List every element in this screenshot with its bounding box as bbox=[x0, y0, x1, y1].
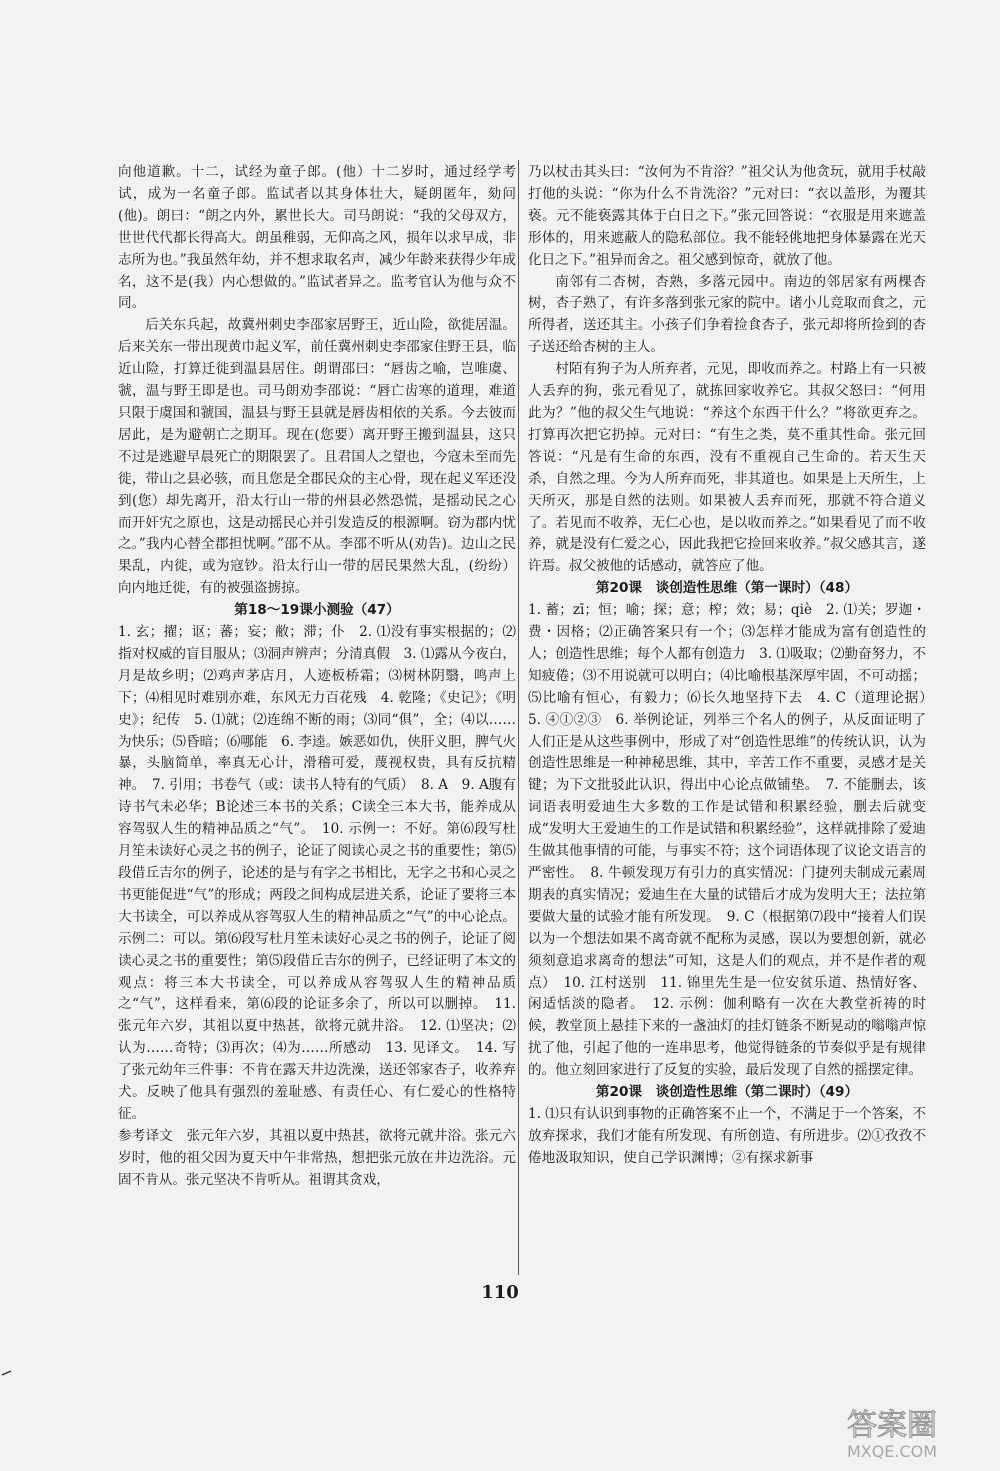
svg-text:答案圈: 答案圈 bbox=[847, 1408, 937, 1443]
column-divider bbox=[518, 160, 519, 1275]
section-heading: 第18～19课小测验（47） bbox=[234, 602, 400, 619]
answer-block: 1. 玄；擢；讴；蕃；妄；敝；滞；仆 2. ⑴没有事实根据的；⑵指对权威的盲目服从；⑶洞声辨声；分清真假 3. ⑴露从今夜白，月是故乡明；⑵鸡声茅店月，人迹板桥霜；⑶树林阴翳，鸣声上下；⑷相见时难别亦难，东风无力百花残 4. 乾隆；《史记》；《明史》；纪传 5. ⑴就；⑵连绵不断的雨；⑶同“俱”，全；⑷以……为快乐；⑸昏暗；⑹哪能 6. 李逵。嫉恶如仇，侠肝义胆，脾气火暴，头脑简单，率真无心计，滑稽可爱，蔑视权贵，具有反抗精神。 7. 引用；书卷气（或：读书人特有的气质） 8. A 9. A腹有诗书气未必华；B论述三本书的关系；C读全三本大书，能养成从容驾驭人生的精神品质之“气”。 10. 示例一：不好。第⑹段写杜月笙未读好心灵之书的例子，论证了阅读心灵之书的重要性；第⑸段借丘吉尔的例子，论述的是与有字之书相比，无字之书和心灵之书更能促进“气”的形成；两段之间构成层进关系，论证了要将三本大书读全，可以养成从容驾驭人生的精神品质之“气”的中心论点。示例二：可以。第⑹段写杜月笙未读好心灵之书的例子，论证了阅读心灵之书的重要性；第⑸段借丘吉尔的例子，已经证明了本文的观点：将三本大书读全，可以养成从容驾驭人生的精神品质之“气”，这样看来，第⑹段的论证多余了，所以可以删掉。 11. 张元年六岁，其祖以夏中热甚，欲将元就井浴。 12. ⑴坚决；⑵认为……奇特；⑶再次；⑷为……所感动 13. 见译文。 14. 写了张元幼年三件事：不肯在露天井边洗澡，送还邻家杏子，收养弃犬。反映了他具有强烈的羞耻感、有责任心、有仁爱心的性格特征。 bbox=[118, 624, 516, 1122]
answer-block: 1. ⑴只有认识到事物的正确答案不止一个，不满足于一个答案，不放弃探求，我们才能有所发现、有所创造、有所进步。⑵①孜孜不倦地汲取知识，使自己学识渊博；②有探求新事 bbox=[528, 1105, 926, 1166]
svg-text:MXQE.COM: MXQE.COM bbox=[846, 1442, 938, 1461]
watermark-logo bbox=[796, 1401, 986, 1463]
page-number: 110 bbox=[481, 1282, 519, 1303]
paragraph: 乃以杖击其头曰：“汝何为不肯浴？”祖父认为他贪玩，就用手杖敲打他的头说：“你为什么不肯洗浴？”元对曰：“衣以盖形，为覆其亵。元不能亵露其体于白日之下。”张元回答说：“衣服是用来遮盖形体的，用来遮蔽人的隐私部位。我不能轻佻地把身体暴露在光天化日之下。”祖异而舍之。祖父感到惊奇，就放了他。 bbox=[528, 164, 926, 268]
paragraph: 向他道歉。十二，试经为童子郎。(他）十二岁时，通过经学考试，成为一名童子郎。监试者以其身体壮大，疑朗匿年，劾问(他)。朗曰：“朗之内外，累世长大。司马朗说：“我的父母双方，世世代代都长得高大。朗虽稚弱，无仰高之风，损年以求早成，非志所为也。”我虽然年幼，并不想求取名声，减少年龄来获得少年成名，这不是(我）内心想做的。”监试者异之。监考官认为他与众不同。 bbox=[118, 164, 516, 312]
paragraph: 南邻有二杏树，杏熟，多落元园中。南边的邻居家有两棵杏树，杏子熟了，有许多落到张元家的院中。诸小儿竞取而食之，元所得者，送还其主。小孩子们争着捡食杏子，张元却将所捡到的杏子送还给杏树的主人。 bbox=[528, 273, 926, 356]
section-heading: 第20课 谈创造性思维（第二课时）（49） bbox=[595, 1084, 859, 1101]
reference-translation: 参考译文 张元年六岁，其祖以夏中热甚，欲将元就井浴。张元六岁时，他的祖父因为夏天中午非常热，想把张元放在井边洗浴。元固不肯从。张元坚决不肯听从。祖谓其贪戏， bbox=[118, 1127, 516, 1188]
paragraph: 村陌有狗子为人所弃者，元见，即收而养之。村路上有一只被人丢弃的狗，张元看见了，就拣回家收养它。其叔父怒曰：“何用此为？”他的叔父生气地说：“养这个东西干什么？”将欲更弃之。打算再次把它扔掉。元对曰：“有生之类，莫不重其性命。张元回答说：“凡是有生命的东西，没有不重视自己生命的。若天生天杀，自然之理。今为人所弃而死，非其道也。如果是上天所生，上天所灭，那是自然的法则。如果被人丢弃而死，那就不符合道义了。若见而不收养，无仁心也，是以收而养之。”如果看见了而不收养，就是没有仁爱之心，因此我把它捡回来收养。”叔父感其言，遂许焉。叔父被他的话感动，就答应了他。 bbox=[528, 361, 926, 575]
paragraph: 后关东兵起，故冀州刺史李邵家居野王，近山险，欲徙居温。后来关东一带出现黄巾起义军，前任冀州刺史李邵家住野王县，临近山险，打算迁徙到温县居住。朗谓邵曰：“唇齿之喻，岂唯虞、虢，温与野王即是也。司马朗劝李邵说：“唇亡齿寒的道理，难道只限于虞国和虢国，温县与野王县就是唇齿相依的关系。今去彼而居此，是为避朝亡之期耳。现在(您要）离开野王搬到温县，这只不过是逃避早晨死亡的期限罢了。且君国人之望也，今寇未至而先徙，带山之县必骇，而且您是全郡民众的主心骨，现在起义军还没到(您）却先离开，沿太行山一带的州县必然恐慌，是摇动民之心而开奸宄之原也，这是动摇民心并引发造反的根源啊。窃为郡内忧之。”我内心替全郡担忧啊。”邵不从。李邵不听从(劝告)。边山之民果乱，内徙，或为寇钞。沿太行山一带的居民果然大乱，(纷纷）向内地迁徙，有的被强盗掳掠。 bbox=[118, 317, 516, 597]
section-heading: 第20课 谈创造性思维（第一课时）（48） bbox=[595, 580, 859, 597]
scan-mark bbox=[2, 1370, 12, 1376]
left-column bbox=[118, 162, 516, 1192]
answer-block: 1. 蓄；zī；恒；喻；探；意；榨；效；易；qiè 2. ⑴关；罗迦・费・因格；⑵正确答案只有一个；⑶怎样才能成为富有创造性的人；创造性思维；每个人都有创造力 3. ⑴吸取；⑵勤奋努力，不知疲倦；⑶不用说就可以明白；⑷比喻根基深厚牢固，不可动摇；⑸比喻有恒心，有毅力；⑹长久地坚持下去 4. C（道理论据） 5. ④①②③ 6. 举例论证，列举三个名人的例子，从反面证明了人们正是从这些事例中，形成了对“创造性思维”的传统认识，认为创造性思维是一种神秘思维，其中，辛苦工作不重要，灵感才是关键；为下文批驳此认识，得出中心论点做铺垫。 7. 不能删去，该词语表明爱迪生大多数的工作是试错和积累经验，删去后就变成“发明大王爱迪生的工作是试错和积累经验”，这样就排除了爱迪生做其他事情的可能，与事实不符；这个词语体现了议论文语言的严密性。 8. 牛顿发现万有引力的真实情况：门捷列夫制成元素周期表的真实情况；爱迪生在大量的试错后才成为发明大王；法拉第要做大量的试验才能有所发现。 9. C（根据第⑺段中“接着人们误以为一个想法如果不离奇就不配称为灵感，误以为要想创新，就必须刻意追求离奇的想法”可知，这是人们的观点，并不是作者的观点） 10. 江村送别 11. 锦里先生是一位安贫乐道、热情好客、闲适恬淡的隐者。 12. 示例：伽利略有一次在大教堂祈祷的时候，教堂顶上悬挂下来的一盏油灯的挂灯链条不断晃动的嗡嗡声惊扰了他，引起了他的一连串思考，他觉得链条的节奏似乎是有规律的。他立刻回家进行了反复的实验，最后发现了自然的摇摆定律。 bbox=[528, 602, 940, 1079]
right-column bbox=[528, 162, 940, 1170]
